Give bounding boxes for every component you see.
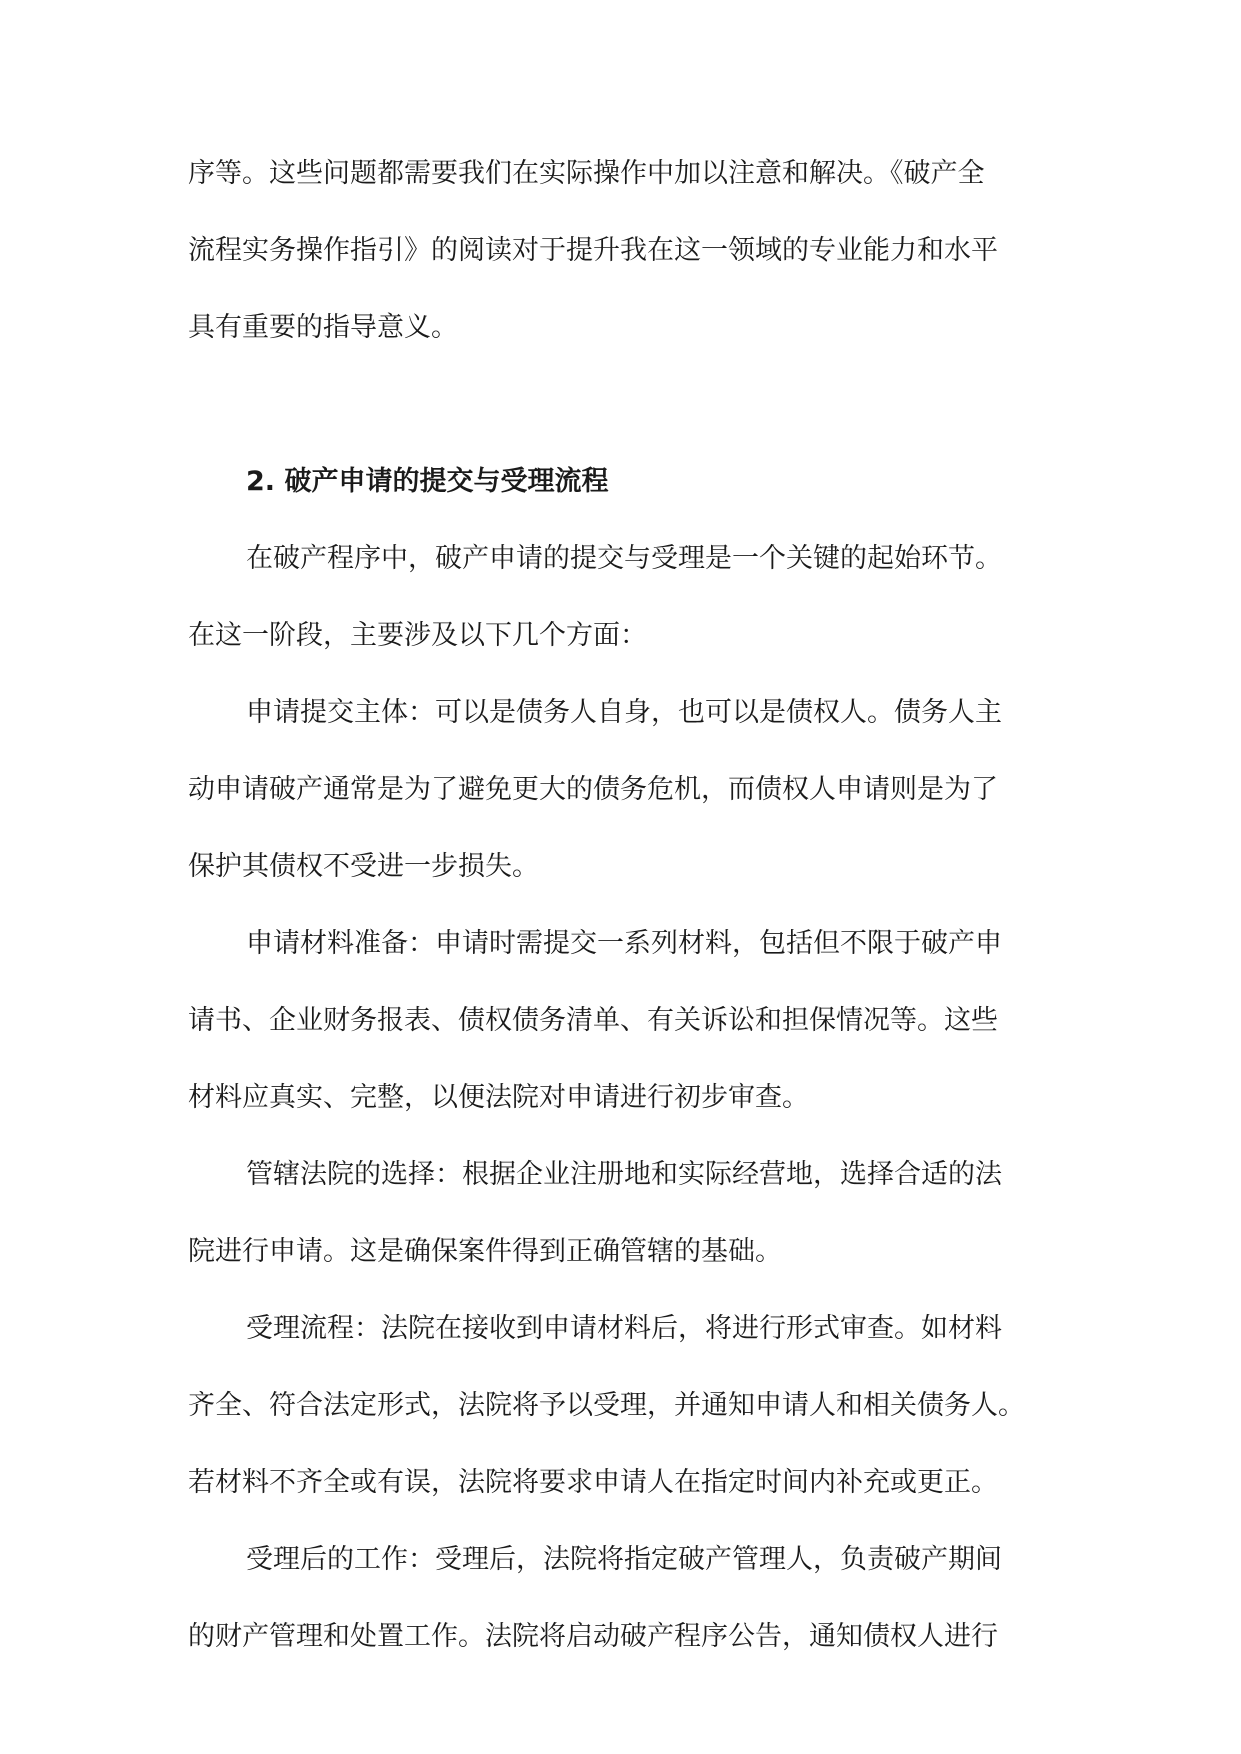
paragraph-3-line-1: 申请材料准备：申请时需提交一系列材料，包括但不限于破产申 <box>246 928 1002 959</box>
paragraph-2-line-1: 申请提交主体：可以是债务人自身，也可以是债权人。债务人主 <box>246 697 1002 728</box>
paragraph-1-line-2: 在这一阶段，主要涉及以下几个方面： <box>188 620 647 651</box>
continuation-line-3: 具有重要的指导意义。 <box>188 312 458 343</box>
paragraph-5-line-1: 受理流程：法院在接收到申请材料后，将进行形式审查。如材料 <box>246 1313 1002 1344</box>
continuation-line-1: 序等。这些问题都需要我们在实际操作中加以注意和解决。《破产全 <box>188 158 985 189</box>
continuation-line-2: 流程实务操作指引》的阅读对于提升我在这一领域的专业能力和水平 <box>188 235 998 266</box>
paragraph-2-line-2: 动申请破产通常是为了避免更大的债务危机，而债权人申请则是为了 <box>188 774 998 805</box>
paragraph-5-line-2: 齐全、符合法定形式，法院将予以受理，并通知申请人和相关债务人。 <box>188 1390 1025 1421</box>
paragraph-1-line-1: 在破产程序中，破产申请的提交与受理是一个关键的起始环节。 <box>246 543 1002 574</box>
paragraph-4-line-2: 院进行申请。这是确保案件得到正确管辖的基础。 <box>188 1236 782 1267</box>
paragraph-4-line-1: 管辖法院的选择：根据企业注册地和实际经营地，选择合适的法 <box>246 1159 1002 1190</box>
paragraph-2-line-3: 保护其债权不受进一步损失。 <box>188 851 539 882</box>
paragraph-6-line-2: 的财产管理和处置工作。法院将启动破产程序公告，通知债权人进行 <box>188 1621 998 1652</box>
section-spacer <box>188 366 1058 443</box>
document-body <box>188 135 1058 1675</box>
paragraph-3-line-3: 材料应真实、完整，以便法院对申请进行初步审查。 <box>188 1082 809 1113</box>
paragraph-6-line-1: 受理后的工作：受理后，法院将指定破产管理人，负责破产期间 <box>246 1544 1002 1575</box>
paragraph-5-line-3: 若材料不齐全或有误，法院将要求申请人在指定时间内补充或更正。 <box>188 1467 998 1498</box>
paragraph-3-line-2: 请书、企业财务报表、债权债务清单、有关诉讼和担保情况等。这些 <box>188 1005 998 1036</box>
section-heading: 2. 破产申请的提交与受理流程 <box>246 466 609 497</box>
